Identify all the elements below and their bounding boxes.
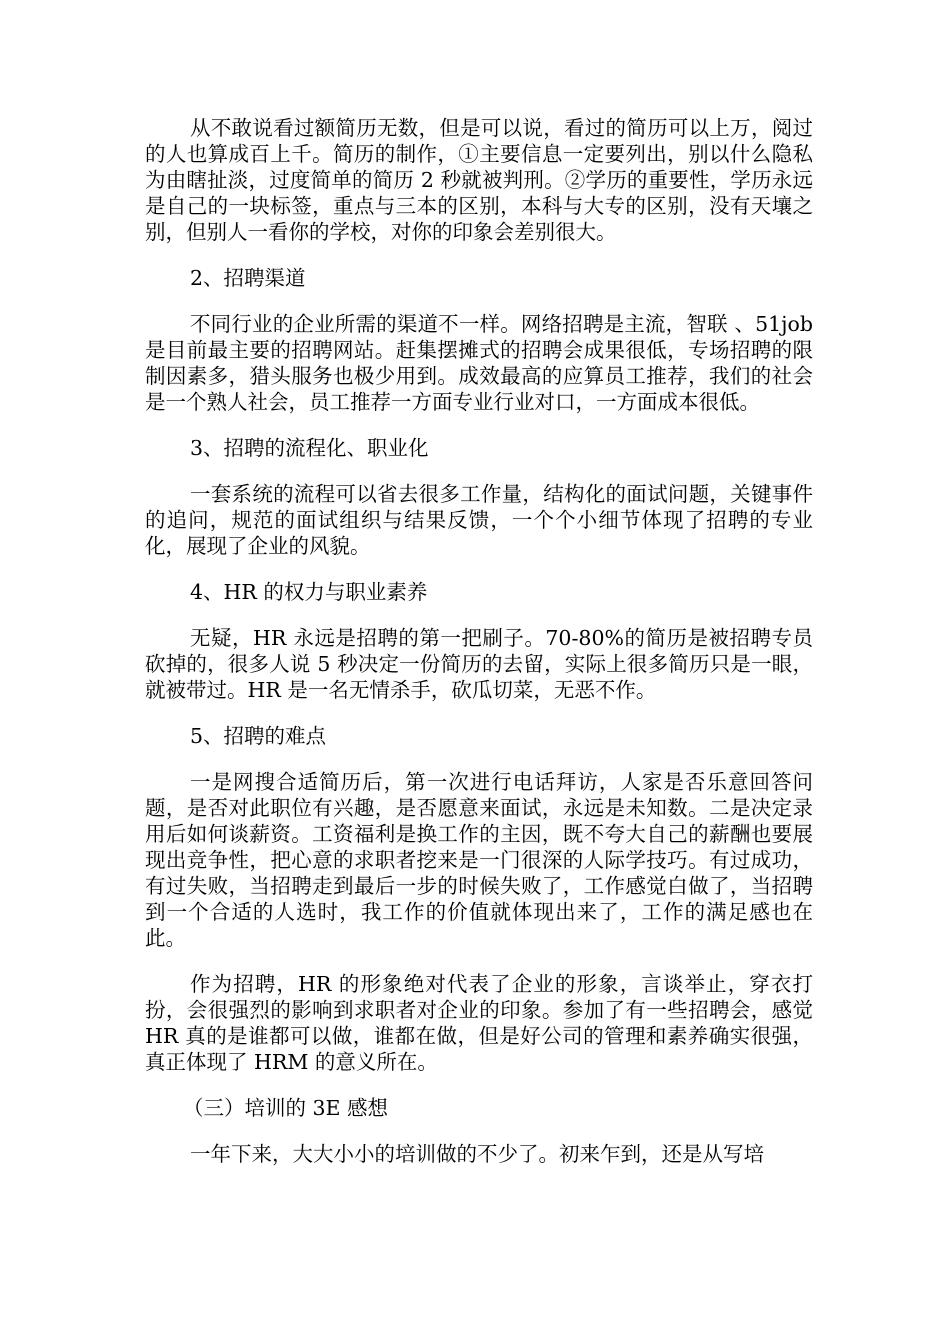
paragraph-recruitment-process: 一套系统的流程可以省去很多工作量，结构化的面试问题，关键事件的追问，规范的面试组织与结果反馈，一个个小细节体现了招聘的专业化，展现了企业的风貌。	[145, 482, 813, 558]
document-page	[145, 115, 813, 1187]
paragraph-recruitment-difficulties: 一是网搜合适简历后，第一次进行电话拜访，人家是否乐意回答问题，是否对此职位有兴趣，是否愿意来面试，永远是未知数。二是决定录用后如何谈薪资。工资福利是换工作的主因，既不夸大自己的薪酬也要展现出竞争性，把心意的求职者挖来是一门很深的人际学技巧。有过成功，有过失败，当招聘走到最后一步的时候失败了，工作感觉白做了，当招聘到一个合适的人选时，我工作的价值就体现出来了，工作的满足感也在此。	[145, 770, 813, 950]
paragraph-hr-image: 作为招聘，HR 的形象绝对代表了企业的形象，言谈举止，穿衣打扮，会很强烈的影响到求职者对企业的印象。参加了有一些招聘会，感觉 HR 真的是谁都可以做，谁都在做，但是好公司的管理和素养确实很强，真正体现了 HRM 的意义所在。	[145, 972, 813, 1074]
heading-recruitment-difficulties: 5、招聘的难点	[190, 724, 327, 748]
paragraph-recruitment-channels: 不同行业的企业所需的渠道不一样。网络招聘是主流，智联 、51job 是目前最主要的招聘网站。赶集摆摊式的招聘会成果很低，专场招聘的限制因素多，猎头服务也极少用到。成效最高的应算员工推荐，我们的社会是一个熟人社会，员工推荐一方面专业行业对口，一方面成本很低。	[145, 312, 813, 414]
paragraph-training-intro: 一年下来，大大小小的培训做的不少了。初来乍到，还是从写培	[190, 1142, 764, 1166]
paragraph-hr-power: 无疑，HR 永远是招聘的第一把刷子。70-80%的简历是被招聘专员砍掉的，很多人说 5 秒决定一份简历的去留，实际上很多简历只是一眼，就被带过。HR 是一名无情杀手，砍瓜切菜，无恶不作。	[145, 626, 813, 702]
heading-training-3e: （三）培训的 3E 感想	[183, 1096, 389, 1120]
paragraph-resume-experience: 从不敢说看过额简历无数，但是可以说，看过的简历可以上万，阅过的人也算成百上千。简历的制作，①主要信息一定要列出，别以什么隐私为由瞎扯淡，过度简单的简历 2 秒就被判刑。②学历的重要性，学历永远是自己的一块标签，重点与三本的区别，本科与大专的区别，没有天壤之别，但别人一看你的学校，对你的印象会差别很大。	[145, 116, 813, 244]
heading-recruitment-process: 3、招聘的流程化、职业化	[190, 436, 429, 460]
heading-hr-power: 4、HR 的权力与职业素养	[190, 580, 428, 604]
heading-recruitment-channels: 2、招聘渠道	[190, 266, 306, 290]
